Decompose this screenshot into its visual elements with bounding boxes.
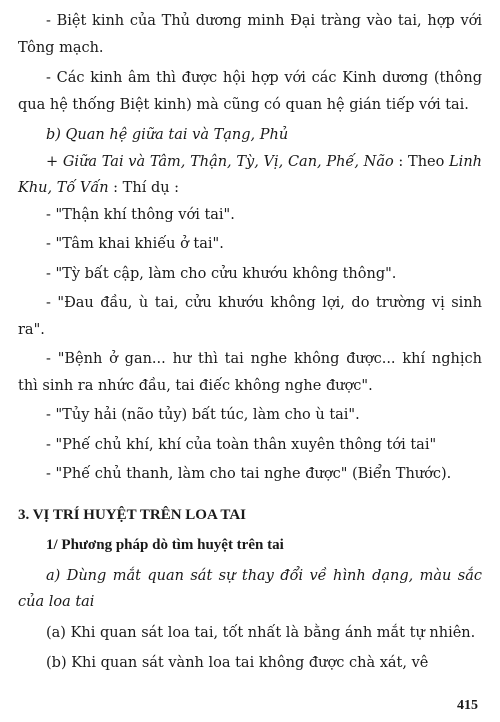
item-a-1: (a) Khi quan sát loa tai, tốt nhất là bằng ánh mắt tự nhiên. (46, 624, 476, 641)
lead-paragraph (18, 149, 482, 202)
item-a-2: (b) Khi quan sát vành loa tai không được chà xát, vê (46, 655, 429, 671)
quote-item: - "Thận khí thông với tai". (46, 206, 235, 223)
section-title: 3. VỊ TRÍ HUYỆT TRÊN LOA TAI (18, 506, 246, 523)
lead-end: : Thí dụ : (108, 180, 180, 196)
page-number: 415 (457, 698, 478, 713)
quote-item: - "Tỳ bất cập, làm cho cửu khướu không thông". (46, 265, 397, 282)
book-page (18, 8, 482, 677)
quote-item: - "Phế chủ khí, khí của toàn thân xuyên thông tới tai" (46, 436, 437, 453)
item-a: a) Dùng mắt quan sát sự thay đổi về hình dạng, màu sắc của loa tai (18, 567, 482, 610)
lead-mid: : Theo (393, 153, 450, 170)
subsection-title: 1/ Phương pháp dò tìm huyệt trên tai (46, 537, 284, 553)
quote-item: - "Đau đầu, ù tai, cửu khướu không lợi, do trường vị sinh ra". (18, 295, 482, 338)
quote-item: - "Phế chủ thanh, làm cho tai nghe được" (Biển Thước). (46, 466, 452, 482)
quote-item: - "Tủy hải (não tủy) bất túc, làm cho ù tai". (46, 407, 360, 423)
lead-source: Linh Khu, Tố Vấn (18, 153, 482, 196)
paragraph-1: - Biệt kinh của Thủ dương minh Đại tràng vào tai, hợp với Tông mạch. (18, 13, 482, 56)
quote-item: - "Tâm khai khiếu ở tai". (46, 236, 224, 252)
paragraph-2: - Các kinh âm thì được hội hợp với các Kinh dương (thông qua hệ thống Biệt kinh) mà cũng có quan hệ gián tiếp với tai. (18, 70, 482, 113)
subheading-b: b) Quan hệ giữa tai và Tạng, Phủ (46, 127, 289, 143)
lead-italic: + Giữa Tai và Tâm, Thận, Tỳ, Vị, Can, Phế, Não (46, 153, 394, 170)
quote-item: - "Bệnh ở gan... hư thì tai nghe không được... khí nghịch thì sinh ra nhức đầu, tai điếc không nghe được". (18, 351, 482, 394)
